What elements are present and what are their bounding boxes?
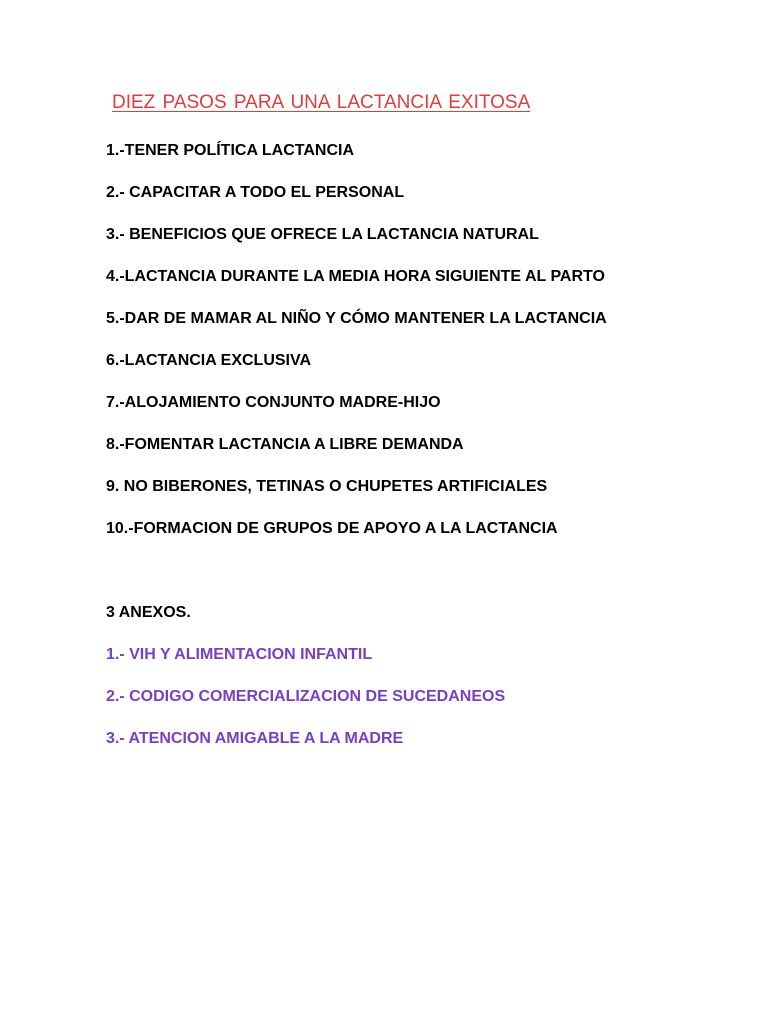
step-item: 1.-TENER POLÍTICA LACTANCIA bbox=[106, 142, 354, 159]
annex-item: 2.- CODIGO COMERCIALIZACION DE SUCEDANEOS bbox=[106, 688, 506, 705]
document-title: DIEZ PASOS PARA UNA LACTANCIA EXITOSA bbox=[112, 92, 531, 113]
annex-heading: 3 ANEXOS. bbox=[106, 604, 191, 621]
step-item: 8.-FOMENTAR LACTANCIA A LIBRE DEMANDA bbox=[106, 436, 464, 453]
steps-list bbox=[106, 138, 607, 558]
annex-list bbox=[106, 642, 505, 768]
step-item: 3.- BENEFICIOS QUE OFRECE LA LACTANCIA NATURAL bbox=[106, 226, 539, 243]
step-item: 4.-LACTANCIA DURANTE LA MEDIA HORA SIGUIENTE AL PARTO bbox=[106, 268, 605, 285]
step-item: 7.-ALOJAMIENTO CONJUNTO MADRE-HIJO bbox=[106, 394, 441, 411]
step-item: 6.-LACTANCIA EXCLUSIVA bbox=[106, 352, 312, 369]
step-item: 9. NO BIBERONES, TETINAS O CHUPETES ARTIFICIALES bbox=[106, 478, 548, 495]
annex-item: 3.- ATENCION AMIGABLE A LA MADRE bbox=[106, 730, 404, 747]
step-item: 2.- CAPACITAR A TODO EL PERSONAL bbox=[106, 184, 405, 201]
step-item: 5.-DAR DE MAMAR AL NIÑO Y CÓMO MANTENER LA LACTANCIA bbox=[106, 310, 607, 327]
step-item: 10.-FORMACION DE GRUPOS DE APOYO A LA LACTANCIA bbox=[106, 520, 558, 537]
annex-item: 1.- VIH Y ALIMENTACION INFANTIL bbox=[106, 646, 373, 663]
